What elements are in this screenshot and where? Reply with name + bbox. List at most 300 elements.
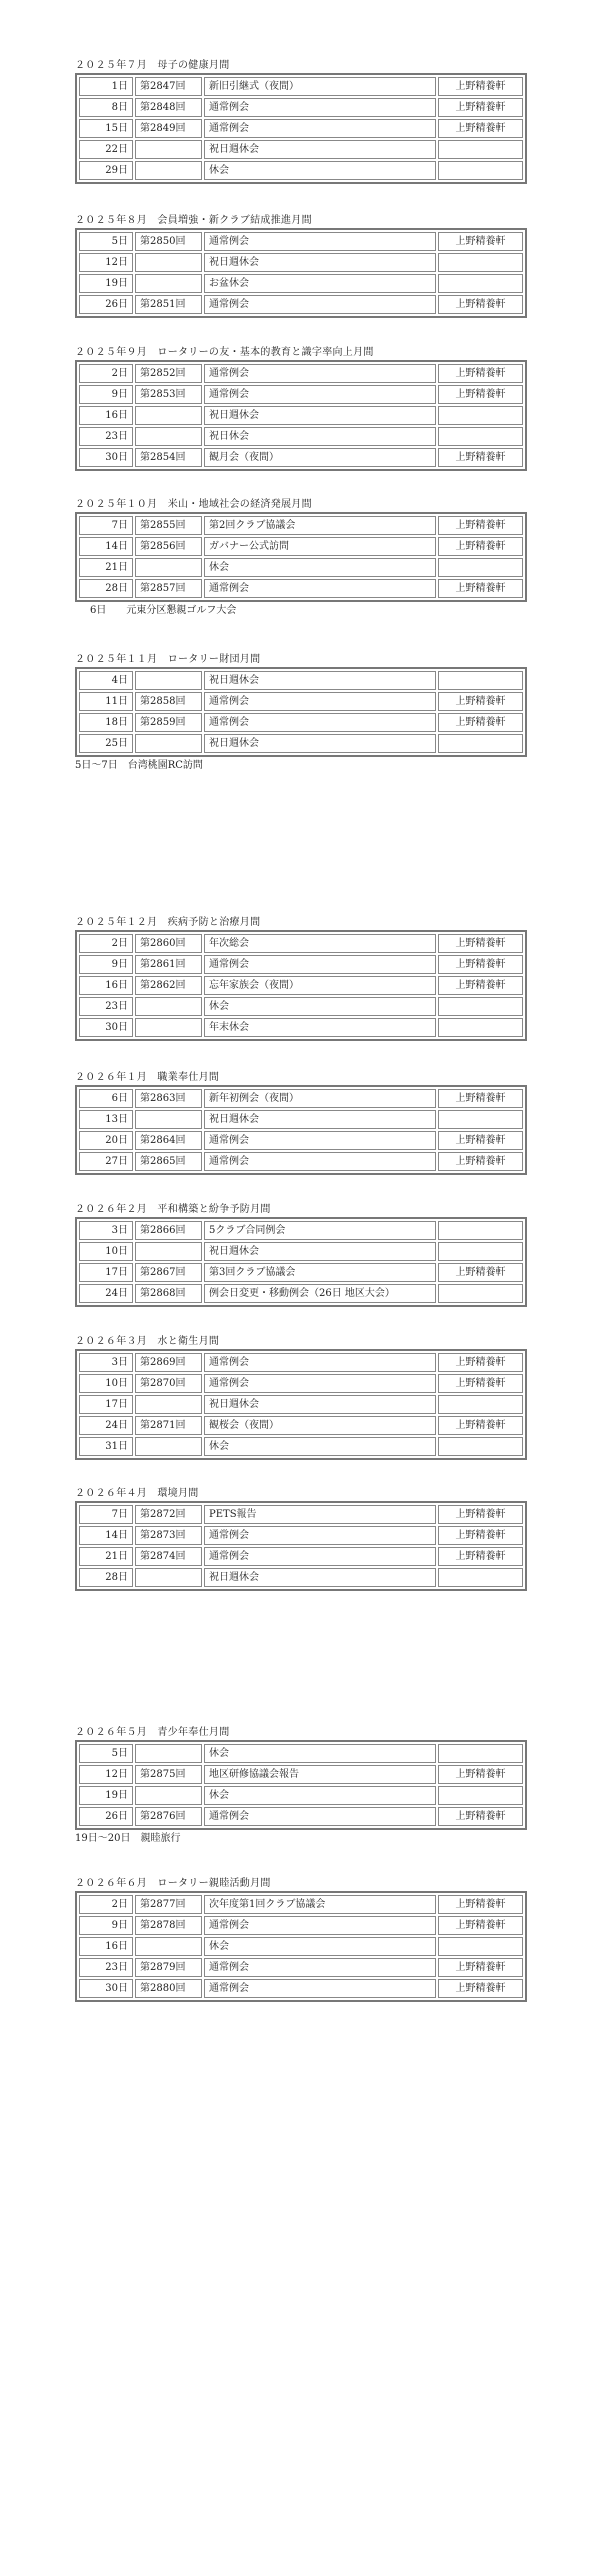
meeting-content: 第3回クラブ協議会	[204, 1263, 436, 1282]
meeting-day: 14日	[79, 1526, 133, 1545]
meeting-day: 30日	[79, 1018, 133, 1037]
table-row	[79, 734, 523, 753]
meeting-day: 29日	[79, 161, 133, 180]
meeting-day: 9日	[79, 385, 133, 404]
meeting-number: 第2878回	[135, 1916, 202, 1935]
meeting-venue	[438, 734, 523, 753]
table-row	[79, 385, 523, 404]
meeting-content: 通常例会	[204, 1958, 436, 1977]
table-row	[79, 1895, 523, 1914]
schedule-table	[75, 360, 527, 471]
meeting-venue: 上野精養軒	[438, 232, 523, 251]
meeting-number: 第2857回	[135, 579, 202, 598]
meeting-number: 第2861回	[135, 955, 202, 974]
meeting-content: 祝日週休会	[204, 734, 436, 753]
table-row	[79, 516, 523, 535]
meeting-content: 次年度第1回クラブ協議会	[204, 1895, 436, 1914]
table-row	[79, 1416, 523, 1435]
meeting-number	[135, 1437, 202, 1456]
meeting-number: 第2868回	[135, 1284, 202, 1303]
meeting-day: 26日	[79, 295, 133, 314]
meeting-venue	[438, 406, 523, 425]
meeting-number	[135, 1110, 202, 1129]
month-title: ２０２５年９月 ロータリーの友・基本的教育と識字率向上月間	[75, 347, 374, 358]
meeting-venue	[438, 1568, 523, 1587]
meeting-venue: 上野精養軒	[438, 976, 523, 995]
meeting-venue	[438, 427, 523, 446]
meeting-number: 第2858回	[135, 692, 202, 711]
meeting-content: 休会	[204, 1786, 436, 1805]
meeting-venue	[438, 1786, 523, 1805]
table-row	[79, 232, 523, 251]
meeting-day: 20日	[79, 1131, 133, 1150]
table-row	[79, 364, 523, 383]
meeting-number: 第2871回	[135, 1416, 202, 1435]
table-row	[79, 579, 523, 598]
month-title: ２０２５年７月 母子の健康月間	[75, 60, 230, 71]
meeting-number: 第2850回	[135, 232, 202, 251]
month-title: ２０２６年５月 青少年奉仕月間	[75, 1727, 230, 1738]
meeting-venue	[438, 274, 523, 293]
meeting-day: 16日	[79, 976, 133, 995]
meeting-content: 通常例会	[204, 579, 436, 598]
table-row	[79, 1018, 523, 1037]
meeting-day: 3日	[79, 1353, 133, 1372]
meeting-venue: 上野精養軒	[438, 579, 523, 598]
meeting-number	[135, 1786, 202, 1805]
meeting-venue: 上野精養軒	[438, 119, 523, 138]
meeting-content: 第2回クラブ協議会	[204, 516, 436, 535]
meeting-day: 10日	[79, 1374, 133, 1393]
meeting-number: 第2875回	[135, 1765, 202, 1784]
meeting-content: 祝日週休会	[204, 1110, 436, 1129]
meeting-day: 21日	[79, 558, 133, 577]
schedule-table	[75, 512, 527, 602]
meeting-day: 17日	[79, 1263, 133, 1282]
meeting-number: 第2853回	[135, 385, 202, 404]
meeting-number	[135, 997, 202, 1016]
month-section	[75, 652, 527, 773]
meeting-number: 第2854回	[135, 448, 202, 467]
meeting-content: 通常例会	[204, 1374, 436, 1393]
meeting-day: 16日	[79, 1937, 133, 1956]
month-section	[75, 1486, 527, 1591]
meeting-venue	[438, 253, 523, 272]
meeting-number	[135, 253, 202, 272]
meeting-content: 祝日週休会	[204, 140, 436, 159]
meeting-content: 休会	[204, 161, 436, 180]
meeting-content: 通常例会	[204, 119, 436, 138]
month-section	[75, 1202, 527, 1307]
schedule-table	[75, 1349, 527, 1460]
meeting-number	[135, 558, 202, 577]
meeting-number: 第2852回	[135, 364, 202, 383]
meeting-venue: 上野精養軒	[438, 1979, 523, 1998]
month-title: ２０２５年８月 会員増強・新クラブ結成推進月間	[75, 215, 312, 226]
table-row	[79, 955, 523, 974]
meeting-content: 祝日週休会	[204, 1568, 436, 1587]
meeting-day: 11日	[79, 692, 133, 711]
meeting-venue	[438, 997, 523, 1016]
meeting-content: 観桜会（夜間）	[204, 1416, 436, 1435]
table-row	[79, 253, 523, 272]
meeting-content: 祝日週休会	[204, 1395, 436, 1414]
meeting-day: 14日	[79, 537, 133, 556]
section-note: 6日 元東分区懇親ゴルフ大会	[90, 605, 237, 616]
meeting-venue: 上野精養軒	[438, 692, 523, 711]
meeting-content: 新年初例会（夜間）	[204, 1089, 436, 1108]
meeting-day: 16日	[79, 406, 133, 425]
meeting-number: 第2874回	[135, 1547, 202, 1566]
meeting-day: 23日	[79, 997, 133, 1016]
meeting-venue: 上野精養軒	[438, 1374, 523, 1393]
meeting-venue	[438, 1110, 523, 1129]
meeting-content: 通常例会	[204, 98, 436, 117]
table-row	[79, 1505, 523, 1524]
month-title: ２０２６年１月 職業奉仕月間	[75, 1072, 220, 1083]
table-row	[79, 1284, 523, 1303]
meeting-number: 第2860回	[135, 934, 202, 953]
meeting-day: 31日	[79, 1437, 133, 1456]
meeting-content: 通常例会	[204, 955, 436, 974]
meeting-content: 休会	[204, 1437, 436, 1456]
meeting-day: 24日	[79, 1416, 133, 1435]
meeting-number	[135, 274, 202, 293]
month-section	[75, 213, 527, 318]
meeting-number: 第2847回	[135, 77, 202, 96]
table-row	[79, 427, 523, 446]
table-row	[79, 1786, 523, 1805]
meeting-number: 第2866回	[135, 1221, 202, 1240]
meeting-day: 28日	[79, 1568, 133, 1587]
section-note: 19日〜20日 親睦旅行	[75, 1833, 181, 1844]
table-row	[79, 997, 523, 1016]
meeting-content: 休会	[204, 1744, 436, 1763]
meeting-day: 24日	[79, 1284, 133, 1303]
meeting-number	[135, 1242, 202, 1261]
meeting-number: 第2880回	[135, 1979, 202, 1998]
meeting-content: 年次総会	[204, 934, 436, 953]
meeting-content: ガバナー公式訪問	[204, 537, 436, 556]
meeting-content: 通常例会	[204, 1353, 436, 1372]
meeting-day: 17日	[79, 1395, 133, 1414]
meeting-content: 通常例会	[204, 1807, 436, 1826]
meeting-venue: 上野精養軒	[438, 1526, 523, 1545]
schedule-table	[75, 1501, 527, 1591]
meeting-content: 新旧引継式（夜間）	[204, 77, 436, 96]
meeting-number	[135, 161, 202, 180]
meeting-number: 第2876回	[135, 1807, 202, 1826]
table-row	[79, 1547, 523, 1566]
schedule-table	[75, 667, 527, 757]
schedule-table	[75, 73, 527, 184]
meeting-venue	[438, 1437, 523, 1456]
meeting-number: 第2863回	[135, 1089, 202, 1108]
meeting-content: 5クラブ合同例会	[204, 1221, 436, 1240]
meeting-content: 通常例会	[204, 713, 436, 732]
meeting-venue: 上野精養軒	[438, 1916, 523, 1935]
meeting-content: 通常例会	[204, 1547, 436, 1566]
meeting-number: 第2879回	[135, 1958, 202, 1977]
month-section	[75, 1334, 527, 1460]
meeting-number	[135, 671, 202, 690]
meeting-day: 10日	[79, 1242, 133, 1261]
month-title: ２０２５年１２月 疾病予防と治療月間	[75, 917, 261, 928]
meeting-content: 例会日変更・移動例会（26日 地区大会）	[204, 1284, 436, 1303]
table-row	[79, 406, 523, 425]
month-title: ２０２５年１１月 ロータリー財団月間	[75, 654, 261, 665]
meeting-number: 第2855回	[135, 516, 202, 535]
meeting-venue: 上野精養軒	[438, 1353, 523, 1372]
meeting-content: 通常例会	[204, 385, 436, 404]
meeting-day: 19日	[79, 1786, 133, 1805]
meeting-content: 忘年家族会（夜間）	[204, 976, 436, 995]
meeting-content: 地区研修協議会報告	[204, 1765, 436, 1784]
table-row	[79, 1979, 523, 1998]
meeting-venue	[438, 1744, 523, 1763]
meeting-day: 13日	[79, 1110, 133, 1129]
meeting-number	[135, 1568, 202, 1587]
meeting-number: 第2865回	[135, 1152, 202, 1171]
meeting-content: 通常例会	[204, 295, 436, 314]
meeting-venue	[438, 1937, 523, 1956]
meeting-number: 第2867回	[135, 1263, 202, 1282]
table-row	[79, 1916, 523, 1935]
meeting-number: 第2873回	[135, 1526, 202, 1545]
meeting-day: 21日	[79, 1547, 133, 1566]
table-row	[79, 1353, 523, 1372]
meeting-number: 第2849回	[135, 119, 202, 138]
table-row	[79, 1958, 523, 1977]
meeting-content: 通常例会	[204, 232, 436, 251]
meeting-venue	[438, 140, 523, 159]
month-section	[75, 58, 527, 184]
meeting-day: 2日	[79, 364, 133, 383]
meeting-day: 12日	[79, 253, 133, 272]
meeting-day: 1日	[79, 77, 133, 96]
meeting-day: 27日	[79, 1152, 133, 1171]
schedule-table	[75, 1740, 527, 1830]
table-row	[79, 1221, 523, 1240]
meeting-day: 4日	[79, 671, 133, 690]
meeting-day: 9日	[79, 955, 133, 974]
table-row	[79, 448, 523, 467]
meeting-content: 通常例会	[204, 364, 436, 383]
table-row	[79, 1089, 523, 1108]
table-row	[79, 1152, 523, 1171]
table-row	[79, 98, 523, 117]
meeting-content: 通常例会	[204, 1152, 436, 1171]
meeting-number: 第2851回	[135, 295, 202, 314]
meeting-venue: 上野精養軒	[438, 516, 523, 535]
meeting-day: 30日	[79, 1979, 133, 1998]
meeting-number	[135, 427, 202, 446]
meeting-venue	[438, 671, 523, 690]
table-row	[79, 1110, 523, 1129]
table-row	[79, 140, 523, 159]
meeting-venue: 上野精養軒	[438, 1505, 523, 1524]
meeting-day: 3日	[79, 1221, 133, 1240]
meeting-number	[135, 1018, 202, 1037]
meeting-venue	[438, 1242, 523, 1261]
month-section	[75, 497, 527, 618]
table-row	[79, 976, 523, 995]
meeting-venue: 上野精養軒	[438, 1958, 523, 1977]
meeting-venue: 上野精養軒	[438, 1416, 523, 1435]
meeting-number: 第2848回	[135, 98, 202, 117]
meeting-day: 28日	[79, 579, 133, 598]
meeting-venue	[438, 558, 523, 577]
meeting-day: 23日	[79, 427, 133, 446]
meeting-content: 祝日週休会	[204, 1242, 436, 1261]
meeting-content: 祝日週休会	[204, 253, 436, 272]
table-row	[79, 1765, 523, 1784]
schedule-table	[75, 1085, 527, 1175]
meeting-number	[135, 140, 202, 159]
table-row	[79, 1437, 523, 1456]
meeting-content: 祝日休会	[204, 427, 436, 446]
meeting-venue: 上野精養軒	[438, 1152, 523, 1171]
meeting-content: 祝日週休会	[204, 671, 436, 690]
meeting-venue: 上野精養軒	[438, 1765, 523, 1784]
meeting-day: 9日	[79, 1916, 133, 1935]
meeting-content: 通常例会	[204, 1979, 436, 1998]
table-row	[79, 274, 523, 293]
meeting-content: 通常例会	[204, 692, 436, 711]
table-row	[79, 558, 523, 577]
meeting-content: 休会	[204, 1937, 436, 1956]
meeting-venue: 上野精養軒	[438, 448, 523, 467]
table-row	[79, 295, 523, 314]
table-row	[79, 692, 523, 711]
meeting-venue: 上野精養軒	[438, 1263, 523, 1282]
meeting-venue	[438, 1284, 523, 1303]
meeting-content: 年末休会	[204, 1018, 436, 1037]
table-row	[79, 1526, 523, 1545]
month-section	[75, 1876, 527, 2002]
meeting-number	[135, 734, 202, 753]
meeting-number: 第2870回	[135, 1374, 202, 1393]
meeting-number: 第2859回	[135, 713, 202, 732]
month-title: ２０２５年１０月 米山・地域社会の経済発展月間	[75, 499, 312, 510]
meeting-day: 12日	[79, 1765, 133, 1784]
month-section	[75, 915, 527, 1041]
table-row	[79, 119, 523, 138]
meeting-content: 休会	[204, 997, 436, 1016]
meeting-day: 5日	[79, 1744, 133, 1763]
meeting-number: 第2869回	[135, 1353, 202, 1372]
meeting-venue: 上野精養軒	[438, 955, 523, 974]
meeting-venue	[438, 1395, 523, 1414]
meeting-venue: 上野精養軒	[438, 713, 523, 732]
month-title: ２０２６年６月 ロータリー親睦活動月間	[75, 1878, 271, 1889]
meeting-content: 祝日週休会	[204, 406, 436, 425]
meeting-number	[135, 1395, 202, 1414]
meeting-venue: 上野精養軒	[438, 1089, 523, 1108]
meeting-day: 7日	[79, 516, 133, 535]
month-title: ２０２６年２月 平和構築と紛争予防月間	[75, 1204, 271, 1215]
meeting-number	[135, 1744, 202, 1763]
meeting-venue: 上野精養軒	[438, 537, 523, 556]
table-row	[79, 1937, 523, 1956]
meeting-venue: 上野精養軒	[438, 385, 523, 404]
schedule-table	[75, 228, 527, 318]
meeting-day: 30日	[79, 448, 133, 467]
table-row	[79, 1131, 523, 1150]
table-row	[79, 934, 523, 953]
meeting-day: 25日	[79, 734, 133, 753]
meeting-venue: 上野精養軒	[438, 1131, 523, 1150]
meeting-venue: 上野精養軒	[438, 77, 523, 96]
meeting-day: 2日	[79, 1895, 133, 1914]
table-row	[79, 1395, 523, 1414]
meeting-content: 休会	[204, 558, 436, 577]
table-row	[79, 1242, 523, 1261]
meeting-number: 第2877回	[135, 1895, 202, 1914]
meeting-number: 第2872回	[135, 1505, 202, 1524]
meeting-venue	[438, 1221, 523, 1240]
meeting-content: 通常例会	[204, 1131, 436, 1150]
table-row	[79, 1263, 523, 1282]
meeting-content: PETS報告	[204, 1505, 436, 1524]
meeting-content: 通常例会	[204, 1526, 436, 1545]
meeting-day: 18日	[79, 713, 133, 732]
table-row	[79, 161, 523, 180]
meeting-day: 5日	[79, 232, 133, 251]
table-row	[79, 1807, 523, 1826]
meeting-venue	[438, 1018, 523, 1037]
meeting-venue: 上野精養軒	[438, 1807, 523, 1826]
schedule-table	[75, 930, 527, 1041]
meeting-day: 19日	[79, 274, 133, 293]
meeting-number: 第2864回	[135, 1131, 202, 1150]
meeting-day: 8日	[79, 98, 133, 117]
schedule-table	[75, 1891, 527, 2002]
meeting-venue: 上野精養軒	[438, 1895, 523, 1914]
meeting-day: 2日	[79, 934, 133, 953]
meeting-day: 15日	[79, 119, 133, 138]
table-row	[79, 1374, 523, 1393]
table-row	[79, 77, 523, 96]
table-row	[79, 713, 523, 732]
meeting-venue	[438, 161, 523, 180]
month-section	[75, 1070, 527, 1175]
table-row	[79, 671, 523, 690]
meeting-venue: 上野精養軒	[438, 295, 523, 314]
month-section	[75, 345, 527, 471]
meeting-day: 7日	[79, 1505, 133, 1524]
meeting-content: 観月会（夜間）	[204, 448, 436, 467]
meeting-number	[135, 1937, 202, 1956]
meeting-day: 23日	[79, 1958, 133, 1977]
meeting-venue: 上野精養軒	[438, 1547, 523, 1566]
meeting-content: 通常例会	[204, 1916, 436, 1935]
section-note: 5日〜7日 台湾桃園RC訪問	[75, 760, 203, 771]
meeting-number: 第2856回	[135, 537, 202, 556]
meeting-venue: 上野精養軒	[438, 934, 523, 953]
table-row	[79, 1568, 523, 1587]
meeting-venue: 上野精養軒	[438, 98, 523, 117]
meeting-number: 第2862回	[135, 976, 202, 995]
meeting-day: 6日	[79, 1089, 133, 1108]
month-section	[75, 1725, 527, 1846]
month-title: ２０２６年３月 水と衛生月間	[75, 1336, 220, 1347]
meeting-day: 22日	[79, 140, 133, 159]
month-title: ２０２６年４月 環境月間	[75, 1488, 199, 1499]
meeting-day: 26日	[79, 1807, 133, 1826]
meeting-content: お盆休会	[204, 274, 436, 293]
meeting-number	[135, 406, 202, 425]
